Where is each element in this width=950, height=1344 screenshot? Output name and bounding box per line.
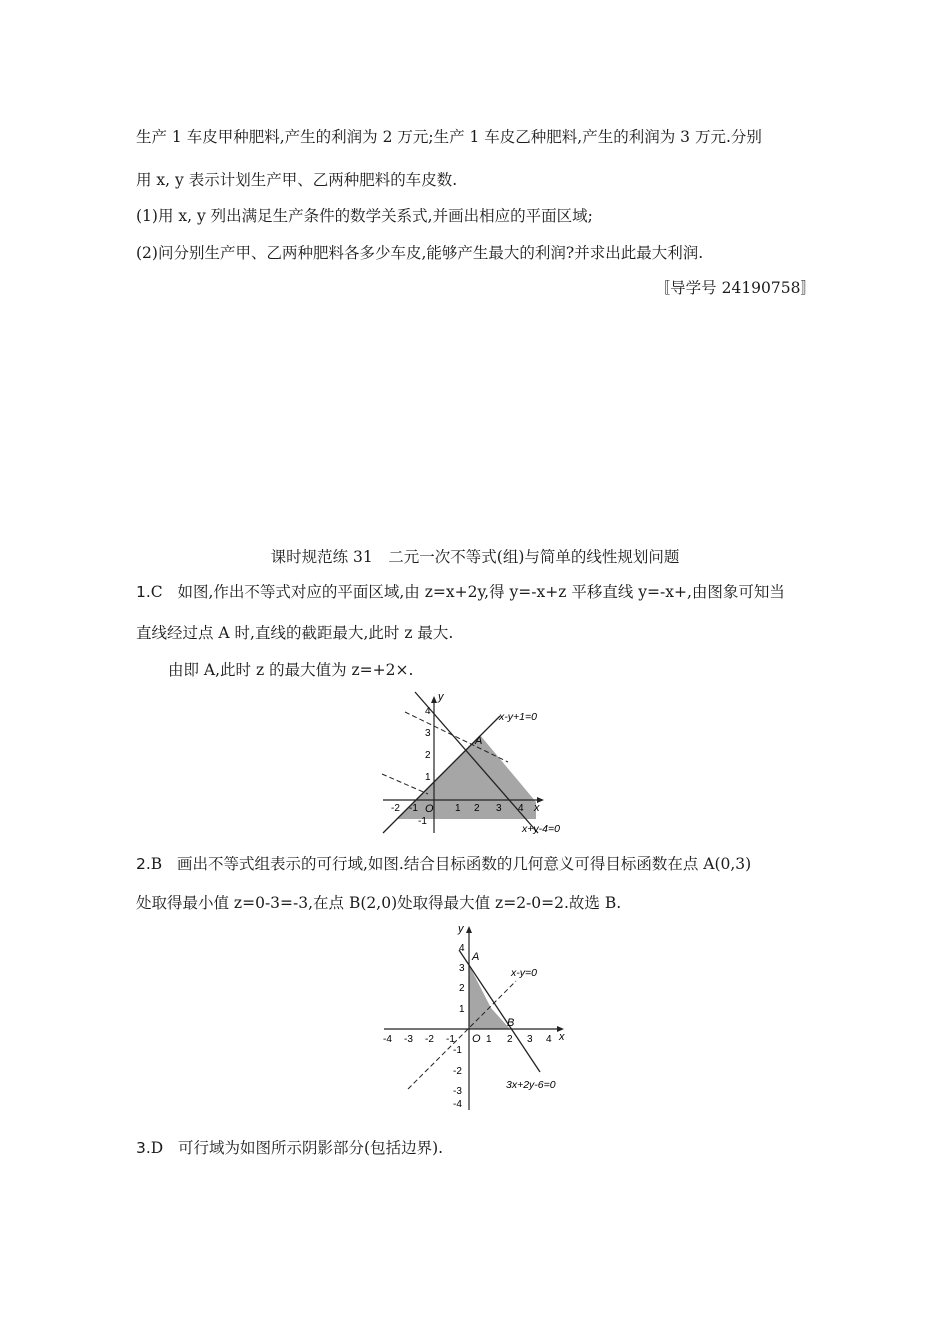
- figure-2-x-tick: 4: [546, 1034, 552, 1045]
- figure-2-x-tick: 3: [527, 1034, 533, 1045]
- figure-1-x-tick: 2: [474, 803, 480, 814]
- answer-1-letter: C: [150, 583, 163, 601]
- figure-1-line-label-1: x-y+1=0: [499, 711, 537, 723]
- figure-1-y-tick: 3: [425, 728, 431, 739]
- figure-1-y-tick: -1: [418, 816, 427, 827]
- reference-number: 〚导学号 24190758〛: [654, 279, 816, 297]
- answer-2-line-2: 处取得最小值 z=0-3=-3,在点 B(2,0)处取得最大值 z=2-0=2.故选 B.: [136, 894, 622, 912]
- figure-2-y-label: y: [458, 923, 464, 935]
- figure-2-origin: O: [472, 1033, 481, 1045]
- figure-2-graph: [378, 922, 578, 1114]
- figure-2-point-b: B: [507, 1017, 515, 1029]
- figure-1-line-label-2: x+y-4=0: [522, 823, 560, 835]
- answer-1-text: 如图,作出不等式对应的平面区域,由 z=x+2y,得 y=-x+z 平移直线 y=-x+,由图象可知当: [177, 583, 785, 601]
- figure-2-x-tick: -1: [446, 1034, 455, 1045]
- section-title: 课时规范练 31 二元一次不等式(组)与简单的线性规划问题: [270, 548, 680, 566]
- answer-2-text: 画出不等式组表示的可行域,如图.结合目标函数的几何意义可得目标函数在点 A(0,3): [176, 855, 752, 873]
- figure-1-x-tick: -1: [409, 803, 418, 814]
- figure-1-point-a: A: [475, 735, 483, 747]
- figure-2-y-tick: 3: [459, 963, 465, 974]
- figure-1-x-tick: 3: [496, 803, 502, 814]
- figure-1-y-tick: 2: [425, 750, 431, 761]
- answer-3-text: 可行域为如图所示阴影部分(包括边界).: [178, 1139, 444, 1157]
- figure-2-line-label-2: 3x+2y-6=0: [506, 1079, 556, 1091]
- figure-2-y-tick: -3: [453, 1086, 462, 1097]
- figure-1-y-tick: 4: [425, 706, 431, 717]
- figure-2-y-tick: 1: [459, 1004, 465, 1015]
- problem-part-1: (1)用 x, y 列出满足生产条件的数学关系式,并画出相应的平面区域;: [136, 207, 593, 225]
- problem-line-2: 用 x, y 表示计划生产甲、乙两种肥料的车皮数.: [136, 171, 458, 189]
- figure-2-y-tick: 2: [459, 983, 465, 994]
- figure-2-x-tick: -4: [383, 1034, 392, 1045]
- answer-2-letter: B: [150, 855, 163, 873]
- answer-2-line-1: [136, 854, 816, 874]
- figure-1-origin: O: [425, 803, 434, 815]
- figure-2-y-tick: -4: [453, 1099, 462, 1110]
- answer-3-line-1: [136, 1138, 816, 1158]
- figure-1-x-tick: 1: [455, 803, 461, 814]
- figure-1-x-tick: 4: [518, 803, 524, 814]
- figure-2-y-tick: -2: [453, 1066, 462, 1077]
- problem-line-1: 生产 1 车皮甲种肥料,产生的利润为 2 万元;生产 1 车皮乙种肥料,产生的利润为 3 万元.分别: [136, 128, 762, 146]
- answer-1-number: 1.: [136, 583, 151, 601]
- figure-1-y-label: y: [438, 691, 444, 703]
- figure-2-y-tick: 4: [459, 943, 465, 954]
- figure-2-x-tick: 2: [507, 1034, 513, 1045]
- answer-1-line-3: 由即 A,此时 z 的最大值为 z=+2×.: [168, 661, 414, 679]
- figure-2-x-tick: -3: [404, 1034, 413, 1045]
- answer-3-number: 3.: [136, 1139, 151, 1157]
- figure-2-line-label-1: x-y=0: [511, 967, 537, 979]
- figure-2-y-tick: -1: [453, 1045, 462, 1056]
- answer-1-line-1: [136, 582, 816, 602]
- figure-1-x-tick: -2: [391, 803, 400, 814]
- figure-2-x-tick: -2: [425, 1034, 434, 1045]
- figure-2-point-a: A: [472, 951, 480, 963]
- figure-2-x-label: x: [559, 1031, 565, 1043]
- figure-1-x-label: x: [534, 802, 540, 814]
- figure-1-graph: [378, 690, 578, 840]
- answer-2-number: 2.: [136, 855, 151, 873]
- problem-part-2: (2)问分别生产甲、乙两种肥料各多少车皮,能够产生最大的利润?并求出此最大利润.: [136, 244, 704, 262]
- answer-1-line-2: 直线经过点 A 时,直线的截距最大,此时 z 最大.: [136, 624, 454, 642]
- answer-3-letter: D: [150, 1139, 164, 1157]
- figure-1-y-tick: 1: [425, 772, 431, 783]
- figure-2-x-tick: 1: [486, 1034, 492, 1045]
